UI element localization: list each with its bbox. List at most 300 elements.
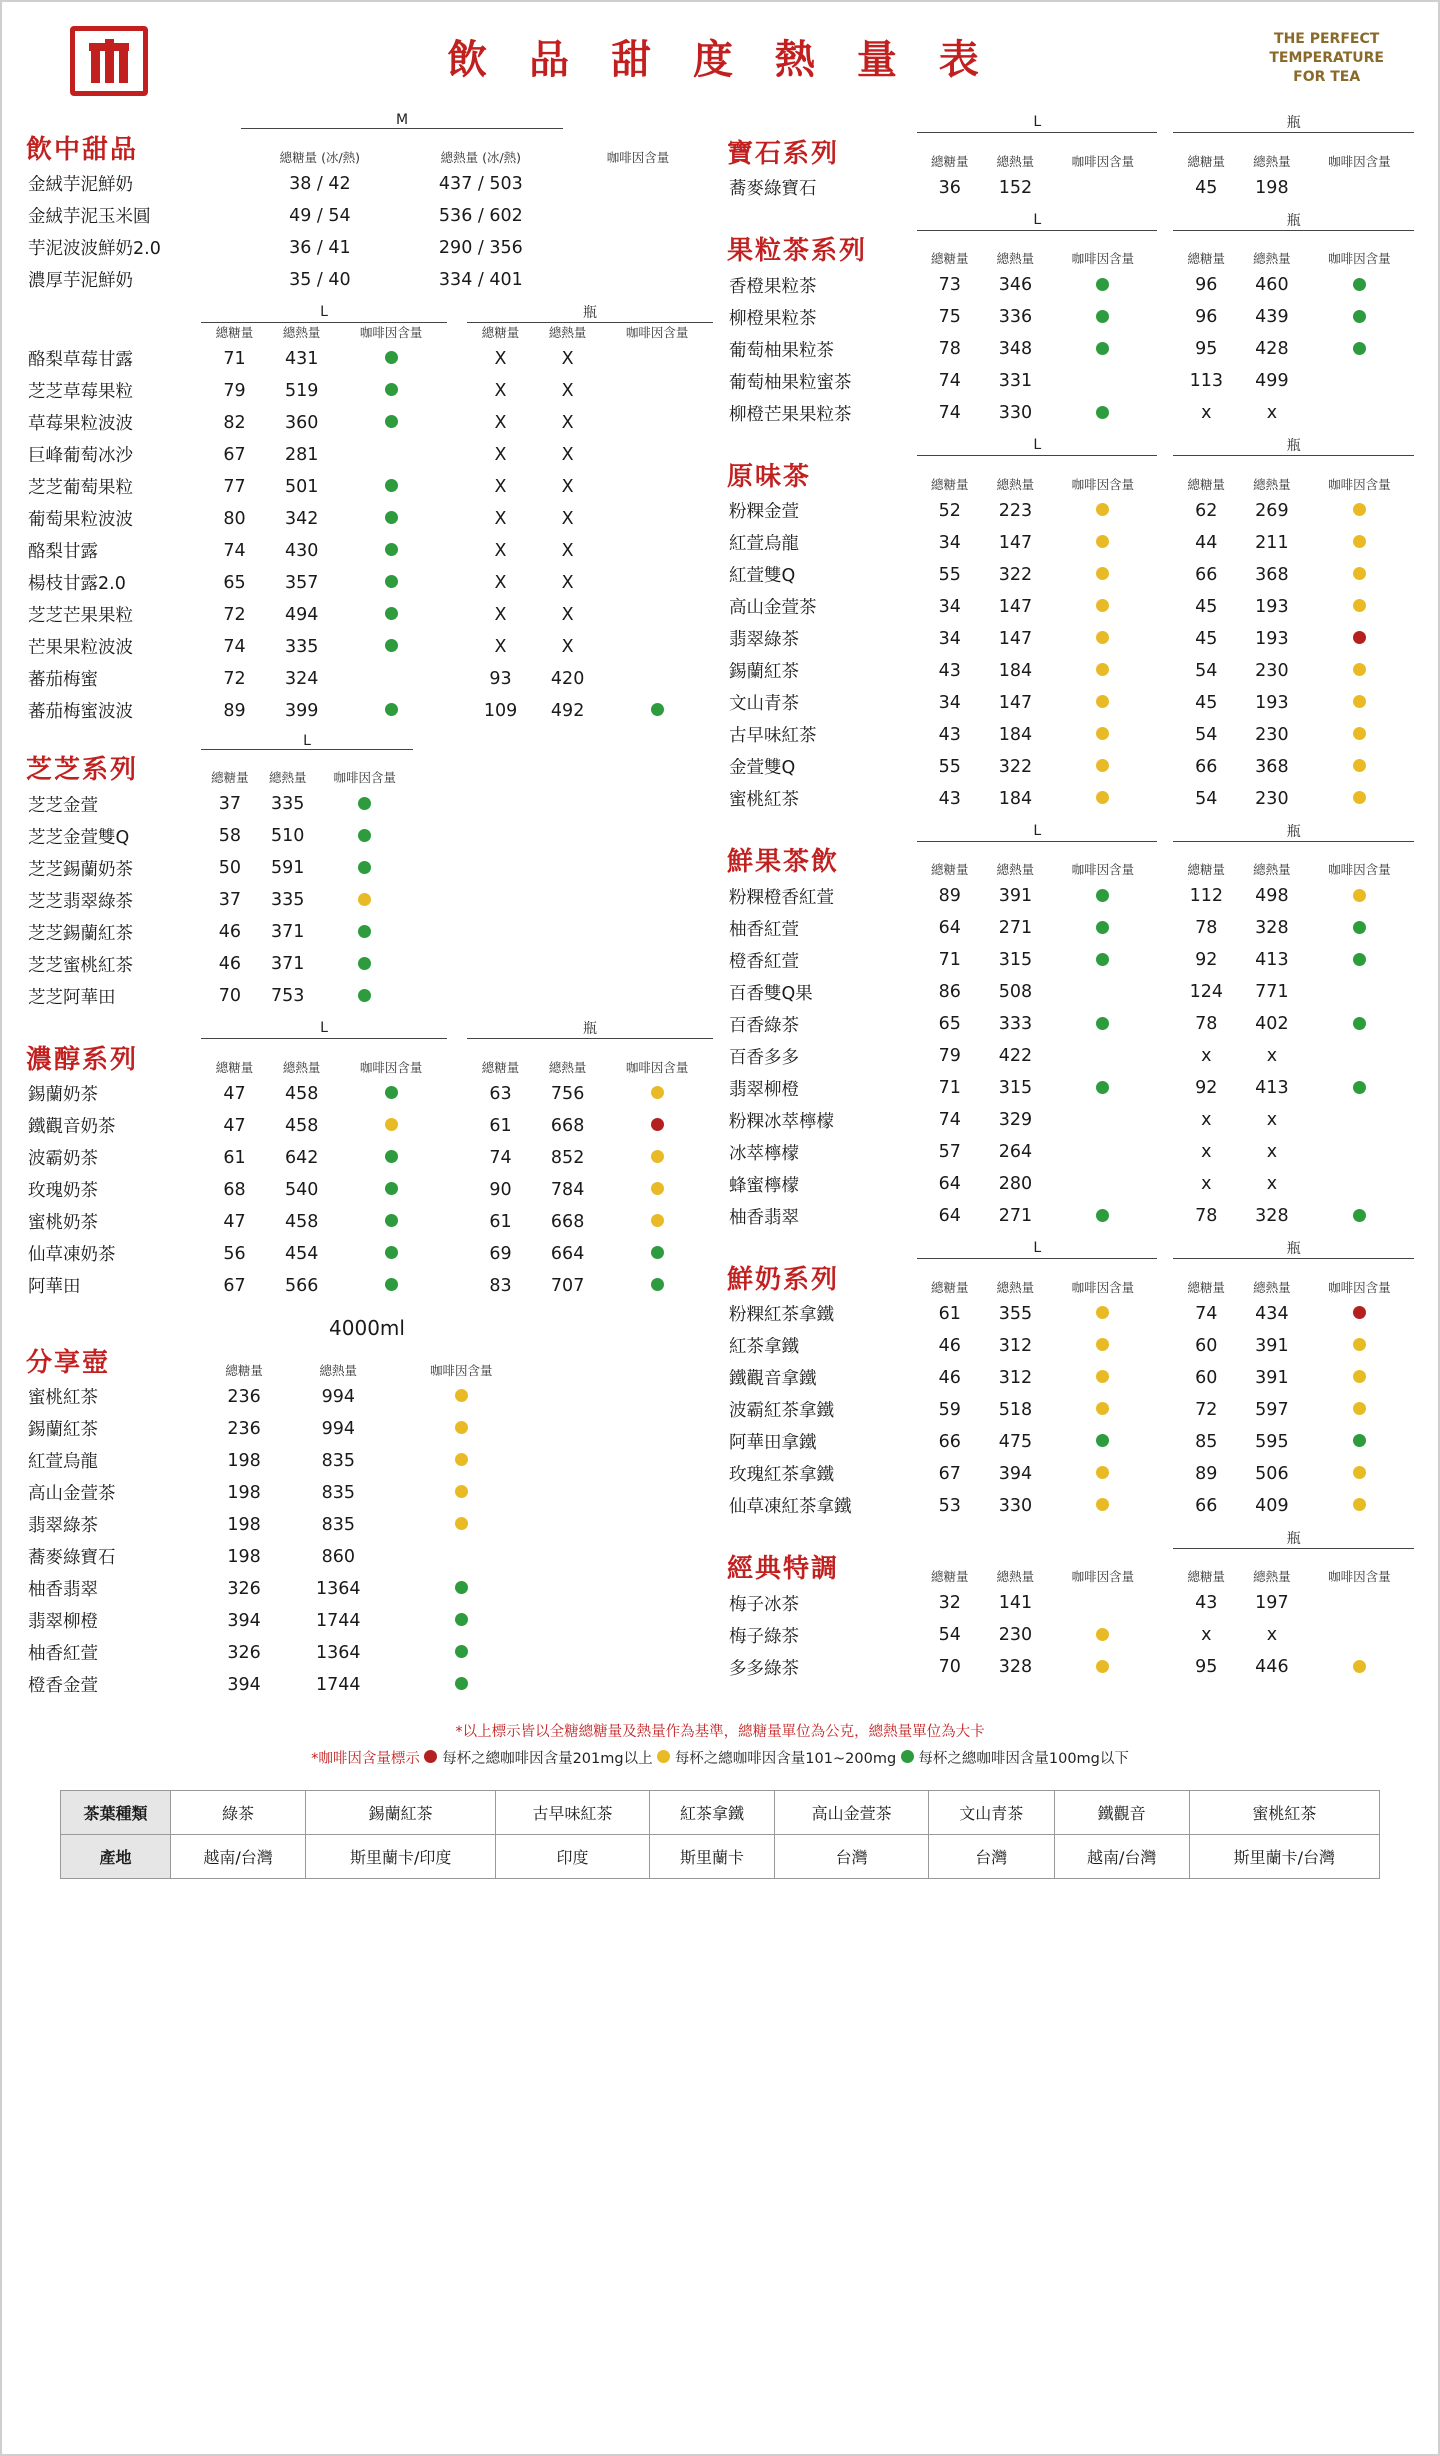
row-l-caffeine	[1048, 1136, 1157, 1168]
pulp-section-title: 果粒茶系列	[727, 236, 868, 266]
row-caffeine	[317, 948, 413, 980]
table-row	[727, 1040, 1414, 1072]
origin-place-1: 斯里蘭卡/印度	[306, 1834, 496, 1878]
origin-place-6: 越南/台灣	[1054, 1834, 1189, 1878]
row-l-calorie: 280	[998, 1174, 1033, 1194]
row-bottle-caffeine	[1305, 719, 1414, 751]
row-label: 蕃茄梅蜜波波	[28, 702, 133, 722]
row-label: 蜂蜜檸檬	[729, 1175, 799, 1196]
rich-col-cal-b: 總熱量	[548, 1059, 587, 1075]
origin-header-place: 產地	[61, 1834, 171, 1878]
table-row	[727, 1136, 1414, 1168]
row-l-caffeine	[1048, 623, 1157, 655]
row-l-sugar: 32	[938, 1593, 961, 1613]
row-caffeine	[389, 1669, 533, 1701]
origin-tea-row	[61, 1790, 1380, 1834]
origin-tea-0: 綠茶	[171, 1790, 306, 1834]
row-bottle-calorie: 413	[1255, 950, 1289, 970]
pulp-col-cal-b: 總熱量	[1253, 251, 1291, 266]
row-label: 金絨芋泥鮮奶	[28, 175, 133, 195]
row-bottle-calorie: 409	[1255, 1495, 1289, 1516]
row-l-sugar: 71	[938, 950, 961, 970]
table-row	[26, 788, 713, 820]
row-caffeine	[317, 788, 413, 820]
row-bottle-sugar: x	[1201, 1174, 1212, 1194]
row-l-calorie: 399	[284, 700, 319, 721]
table-row	[727, 655, 1414, 687]
caffeine-dot	[1353, 1306, 1366, 1319]
origin-tea-2: 古早味紅茶	[496, 1790, 649, 1834]
row-l-sugar: 36	[938, 177, 961, 198]
caffeine-dot	[385, 383, 398, 396]
row-label: 粉粿金萱	[729, 502, 799, 522]
row-bottle-caffeine	[1305, 751, 1414, 783]
row-label: 芝芝錫蘭奶茶	[28, 859, 133, 880]
row-label: 高山金萱茶	[28, 1484, 116, 1504]
row-l-sugar: 73	[938, 275, 961, 295]
row-label: 仙草凍紅茶拿鐵	[729, 1497, 852, 1517]
row-sugar: 326	[227, 1642, 261, 1663]
caffeine-dot	[1096, 663, 1109, 676]
footnote-caffeine-prefix: *咖啡因含量標示	[311, 1751, 420, 1768]
caffeine-dot	[385, 511, 398, 524]
row-bottle-calorie: 707	[550, 1275, 585, 1296]
row-bottle-caffeine	[1305, 1490, 1414, 1522]
table-row	[26, 375, 713, 407]
row-label: 紅萱雙Q	[729, 566, 796, 586]
row-l-caffeine	[335, 1174, 447, 1206]
row-bottle-calorie: 434	[1255, 1303, 1289, 1324]
row-l-sugar: 79	[223, 380, 246, 401]
origin-tea-5: 文山青茶	[928, 1790, 1054, 1834]
fruit-col-sugar: 總糖量	[215, 324, 254, 340]
row-bottle-caffeine	[601, 631, 713, 663]
gem-col-sugar: 總糖量	[931, 153, 969, 169]
table-row	[26, 1142, 713, 1174]
row-bottle-calorie: 368	[1255, 756, 1289, 777]
caffeine-dot	[1353, 889, 1366, 902]
row-l-caffeine	[1048, 944, 1157, 976]
caffeine-dot	[1353, 535, 1366, 548]
caffeine-dot	[358, 957, 371, 970]
caffeine-dot	[651, 1182, 664, 1195]
row-bottle-sugar: 60	[1195, 1335, 1218, 1356]
row-bottle-sugar: x	[1201, 1142, 1212, 1162]
row-sugar: 198	[227, 1450, 261, 1471]
origin-tea-4: 高山金萱茶	[775, 1790, 928, 1834]
row-l-sugar: 77	[223, 476, 246, 497]
row-bottle-caffeine	[1305, 976, 1414, 1008]
row-bottle-sugar: x	[1201, 1110, 1212, 1130]
row-label: 粉粿橙香紅萱	[729, 887, 834, 908]
row-bottle-caffeine	[1305, 655, 1414, 687]
caffeine-dot	[1096, 953, 1109, 966]
row-bottle-calorie: X	[561, 604, 574, 625]
row-l-caffeine	[335, 1110, 447, 1142]
row-bottle-calorie: X	[561, 476, 574, 497]
row-l-calorie: 430	[284, 540, 319, 561]
row-l-sugar: 89	[938, 886, 961, 906]
row-caffeine	[389, 1413, 533, 1445]
row-label: 粉粿冰萃檸檬	[729, 1111, 834, 1132]
zhizhi-size-row	[26, 733, 713, 750]
caffeine-dot	[1096, 1370, 1109, 1383]
classic-rows	[727, 1587, 1414, 1683]
row-l-sugar: 61	[223, 1147, 246, 1168]
row-l-caffeine	[335, 503, 447, 535]
gem-col-sugar-b: 總糖量	[1187, 153, 1226, 169]
row-l-calorie: 184	[998, 660, 1033, 681]
row-l-caffeine	[335, 1206, 447, 1238]
right-column	[727, 112, 1414, 1707]
fruit-size-l: L	[201, 302, 447, 323]
row-bottle-calorie: 595	[1255, 1431, 1289, 1452]
row-label: 百香雙Q果	[729, 983, 813, 1004]
row-label: 波霸紅茶拿鐵	[729, 1401, 834, 1421]
table-row	[727, 1104, 1414, 1136]
freshmilk-size-l: L	[917, 1238, 1157, 1259]
row-l-sugar: 74	[938, 403, 961, 423]
table-row	[26, 1413, 713, 1445]
row-label: 玫瑰奶茶	[28, 1181, 98, 1201]
row-bottle-caffeine	[601, 663, 713, 695]
row-bottle-calorie: 402	[1255, 1014, 1289, 1034]
row-l-calorie: 642	[284, 1147, 319, 1168]
section-original	[727, 435, 1414, 815]
row-label: 濃厚芋泥鮮奶	[28, 271, 133, 291]
row-calorie: 835	[321, 1514, 355, 1535]
row-bottle-caffeine	[1305, 1136, 1414, 1168]
row-label: 冰萃檸檬	[729, 1143, 799, 1164]
row-l-sugar: 70	[938, 1657, 961, 1677]
row-bottle-sugar: x	[1201, 1046, 1212, 1066]
rich-col-caf: 咖啡因含量	[359, 1059, 423, 1075]
gem-section-title: 寶石系列	[727, 138, 840, 169]
zhizhi-size-l: L	[201, 733, 413, 750]
row-bottle-sugar: 95	[1195, 1657, 1218, 1677]
row-l-caffeine	[1048, 976, 1157, 1008]
row-l-sugar: 86	[938, 982, 961, 1002]
row-l-caffeine	[335, 567, 447, 599]
row-bottle-calorie: X	[561, 444, 574, 465]
row-l-sugar: 56	[223, 1243, 246, 1264]
row-bottle-calorie: 756	[550, 1083, 585, 1104]
table-row	[727, 1330, 1414, 1362]
row-bottle-calorie: 664	[550, 1243, 585, 1264]
original-size-bottle: 瓶	[1173, 435, 1414, 456]
row-bottle-caffeine	[1305, 301, 1414, 333]
table-row	[727, 1298, 1414, 1330]
row-l-calorie: 184	[998, 724, 1033, 745]
left-column	[26, 112, 713, 1707]
row-sugar: 198	[227, 1514, 261, 1535]
row-caffeine	[563, 200, 713, 232]
row-l-calorie: 315	[998, 950, 1033, 970]
row-l-sugar: 47	[223, 1115, 246, 1136]
row-bottle-calorie: 852	[550, 1147, 585, 1168]
section-classic	[727, 1528, 1414, 1684]
row-bottle-sugar: X	[494, 380, 507, 401]
rich-col-caf-b: 咖啡因含量	[625, 1059, 689, 1075]
row-l-calorie: 230	[998, 1625, 1033, 1645]
row-l-sugar: 55	[938, 564, 961, 585]
row-caffeine	[317, 852, 413, 884]
row-label: 蕎麥綠寶石	[28, 1548, 116, 1568]
origin-place-row	[61, 1834, 1380, 1878]
row-bottle-caffeine	[1305, 1619, 1414, 1651]
row-l-caffeine	[1048, 1298, 1157, 1330]
row-l-caffeine	[335, 535, 447, 567]
row-label: 楊枝甘露2.0	[28, 574, 126, 594]
row-bottle-caffeine	[601, 1206, 713, 1238]
row-calorie: 591	[271, 858, 305, 878]
caffeine-dot	[1096, 791, 1109, 804]
row-label: 紅萱烏龍	[729, 534, 799, 554]
freshfruit-size-bottle: 瓶	[1173, 821, 1414, 842]
row-bottle-calorie: 668	[550, 1115, 585, 1136]
fruit-col-cal: 總熱量	[282, 324, 321, 340]
origin-place-2: 印度	[496, 1834, 649, 1878]
row-l-sugar: 59	[938, 1399, 961, 1420]
row-bottle-caffeine	[1305, 783, 1414, 815]
row-l-caffeine	[1048, 1200, 1157, 1232]
row-sugar: 46	[218, 954, 242, 974]
table-row	[26, 948, 713, 980]
caffeine-dot	[1353, 1370, 1366, 1383]
caffeine-dot	[1096, 1402, 1109, 1415]
caffeine-dot	[455, 1389, 468, 1402]
row-label: 百香綠茶	[729, 1015, 799, 1036]
table-row	[26, 168, 713, 200]
row-bottle-caffeine	[601, 599, 713, 631]
row-calorie: 835	[321, 1450, 355, 1471]
original-col-cal: 總熱量	[996, 476, 1035, 492]
row-label: 鐵觀音奶茶	[28, 1117, 116, 1137]
freshmilk-header-row	[727, 1259, 1414, 1298]
row-l-sugar: 65	[938, 1014, 961, 1034]
caffeine-dot	[385, 703, 398, 716]
caffeine-dot	[385, 1246, 398, 1259]
row-l-calorie: 458	[284, 1083, 319, 1104]
row-l-sugar: 71	[938, 1078, 961, 1098]
row-l-caffeine	[1048, 1168, 1157, 1200]
row-bottle-sugar: 60	[1195, 1367, 1218, 1388]
table-row	[727, 269, 1414, 301]
page-header	[26, 20, 1414, 112]
origin-tea-1: 錫蘭紅茶	[306, 1790, 496, 1834]
english-tagline	[1269, 30, 1384, 87]
origin-header-tea: 茶葉種類	[61, 1790, 171, 1834]
row-bottle-sugar: 74	[1195, 1303, 1218, 1324]
caffeine-dot	[358, 829, 371, 842]
row-label: 芝芝蜜桃紅茶	[28, 955, 133, 976]
row-l-calorie: 518	[998, 1399, 1033, 1420]
caffeine-dot	[1096, 695, 1109, 708]
caffeine-dot	[651, 1086, 664, 1099]
row-bottle-caffeine	[601, 535, 713, 567]
row-bottle-calorie: x	[1266, 1046, 1278, 1066]
gem-rows	[727, 172, 1414, 204]
row-l-calorie: 333	[998, 1014, 1033, 1034]
row-bottle-caffeine	[1305, 1072, 1414, 1104]
row-label: 橙香金萱	[28, 1676, 98, 1696]
row-bottle-sugar: 43	[1195, 1593, 1218, 1613]
caffeine-dot	[1096, 921, 1109, 934]
row-bottle-calorie: 230	[1255, 660, 1289, 681]
caffeine-dot	[385, 543, 398, 556]
share-col-cal: 總熱量	[319, 1362, 358, 1378]
caffeine-dot	[1096, 1017, 1109, 1030]
row-bottle-sugar: 69	[489, 1243, 512, 1264]
table-row	[26, 1573, 713, 1605]
row-label: 百香多多	[729, 1047, 799, 1068]
table-row	[727, 1168, 1414, 1200]
table-row	[26, 1445, 713, 1477]
row-bottle-sugar: 54	[1195, 724, 1218, 745]
row-l-caffeine	[1048, 1619, 1157, 1651]
table-row	[727, 495, 1414, 527]
freshmilk-size-row	[727, 1238, 1414, 1259]
caffeine-dot	[455, 1677, 468, 1690]
caffeine-dot	[1096, 631, 1109, 644]
table-row	[727, 397, 1414, 429]
row-l-sugar: 89	[223, 700, 246, 721]
freshfruit-rows	[727, 880, 1414, 1232]
row-bottle-sugar: X	[494, 412, 507, 433]
row-bottle-sugar: 92	[1195, 950, 1218, 970]
row-label: 阿華田	[28, 1277, 81, 1297]
row-label: 錫蘭紅茶	[729, 662, 799, 682]
row-calorie: 1364	[316, 1642, 361, 1663]
caffeine-dot	[1353, 1209, 1366, 1222]
table-row	[727, 1362, 1414, 1394]
gem-col-cal: 總熱量	[996, 153, 1035, 169]
section-gem	[727, 112, 1414, 204]
row-l-caffeine	[335, 343, 447, 375]
original-size-row	[727, 435, 1414, 456]
row-l-caffeine	[1048, 269, 1157, 301]
table-row	[727, 1490, 1414, 1522]
row-bottle-caffeine	[601, 1238, 713, 1270]
row-l-caffeine	[1048, 1651, 1157, 1683]
row-sugar: 394	[227, 1674, 261, 1695]
row-sugar: 38 / 42	[289, 173, 351, 194]
row-bottle-caffeine	[601, 1110, 713, 1142]
row-l-sugar: 34	[938, 692, 961, 713]
classic-col-caf-b: 咖啡因含量	[1328, 1569, 1391, 1584]
row-calorie: 371	[271, 922, 305, 942]
row-sugar: 50	[218, 858, 242, 878]
row-label: 酪梨草莓甘露	[28, 350, 133, 370]
caffeine-dot	[1096, 1628, 1109, 1641]
caffeine-dot	[1096, 1498, 1109, 1511]
row-bottle-caffeine	[1305, 559, 1414, 591]
caffeine-dot	[1353, 695, 1366, 708]
fruit-col-sugar-b: 總糖量	[481, 324, 520, 340]
legend-yellow-text: 每杯之總咖啡因含量101~200mg	[674, 1751, 897, 1768]
row-l-caffeine	[335, 1142, 447, 1174]
table-row	[26, 599, 713, 631]
row-label: 芋泥波波鮮奶2.0	[28, 239, 161, 259]
caffeine-dot	[651, 1278, 664, 1291]
table-row	[26, 1110, 713, 1142]
row-l-caffeine	[335, 599, 447, 631]
row-l-caffeine	[335, 663, 447, 695]
table-freshfruit	[727, 821, 1414, 1233]
row-label: 柳橙芒果果粒茶	[729, 404, 852, 425]
row-l-sugar: 43	[938, 660, 961, 681]
row-bottle-calorie: X	[561, 540, 574, 561]
row-l-calorie: 458	[284, 1115, 319, 1136]
caffeine-dot	[385, 415, 398, 428]
row-sugar: 198	[227, 1546, 261, 1567]
legend-green-dot	[901, 1750, 914, 1763]
row-bottle-calorie: 193	[1255, 628, 1289, 649]
row-bottle-caffeine	[1305, 1200, 1414, 1232]
footnotes	[26, 1719, 1414, 1774]
caffeine-dot	[358, 861, 371, 874]
gem-size-bottle: 瓶	[1173, 112, 1414, 133]
footnote-line-2	[26, 1746, 1414, 1774]
row-l-calorie: 147	[998, 628, 1033, 649]
sweet-col-sugar: 總糖量 (冰/熱)	[279, 149, 361, 165]
caffeine-dot	[1353, 791, 1366, 804]
row-label: 文山青茶	[729, 694, 799, 714]
caffeine-dot	[1096, 1081, 1109, 1094]
caffeine-dot	[1096, 1338, 1109, 1351]
table-row	[727, 912, 1414, 944]
row-bottle-sugar: 63	[489, 1083, 512, 1104]
origin-table-wrap	[60, 1790, 1380, 1879]
row-bottle-sugar: 109	[483, 700, 518, 721]
table-row	[26, 1637, 713, 1669]
footnote-line-1: *以上標示皆以全糖總糖量及熱量作為基準，總糖量單位為公克，總熱量單位為大卡	[455, 1723, 985, 1740]
row-l-calorie: 315	[998, 1078, 1033, 1098]
table-row	[727, 527, 1414, 559]
freshfruit-col-cal-b: 總熱量	[1253, 862, 1291, 877]
table-rich	[26, 1018, 713, 1302]
caffeine-dot	[1353, 342, 1366, 355]
row-l-caffeine	[1048, 1330, 1157, 1362]
row-bottle-caffeine	[1305, 1651, 1414, 1683]
freshmilk-col-sugar-b: 總糖量	[1187, 1279, 1226, 1295]
row-l-calorie: 331	[998, 371, 1033, 391]
table-row	[727, 1619, 1414, 1651]
table-row	[727, 623, 1414, 655]
caffeine-dot	[385, 1086, 398, 1099]
row-bottle-sugar: 83	[489, 1275, 512, 1296]
row-label: 粉粿紅茶拿鐵	[729, 1305, 834, 1325]
row-l-calorie: 330	[998, 403, 1033, 423]
row-bottle-sugar: 66	[1195, 1495, 1218, 1516]
freshfruit-header-row	[727, 841, 1414, 880]
row-bottle-sugar: X	[494, 508, 507, 529]
caffeine-dot	[385, 1278, 398, 1291]
row-label: 翡翠柳橙	[28, 1612, 98, 1632]
row-sugar: 236	[227, 1386, 261, 1407]
row-l-calorie: 501	[284, 476, 319, 497]
row-l-sugar: 82	[223, 412, 246, 433]
share-rows	[26, 1381, 713, 1701]
row-bottle-sugar: X	[494, 476, 507, 497]
row-bottle-sugar: 90	[489, 1179, 512, 1200]
table-row	[26, 1078, 713, 1110]
row-bottle-caffeine	[1305, 365, 1414, 397]
original-col-sugar-b: 總糖量	[1187, 476, 1226, 492]
row-calorie: 510	[271, 826, 305, 846]
section-freshfruit	[727, 821, 1414, 1233]
table-row	[26, 916, 713, 948]
